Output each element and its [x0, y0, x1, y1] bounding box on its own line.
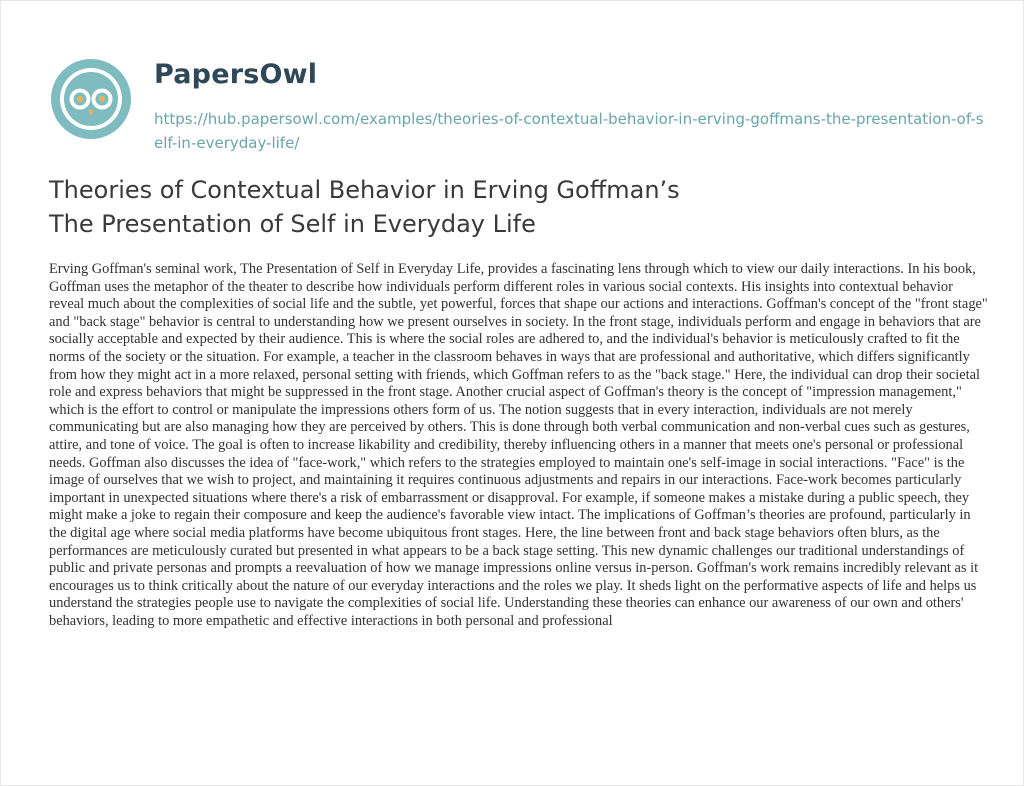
essay-title	[49, 173, 949, 241]
page-header	[49, 37, 989, 157]
essay-title-line-2: The Presentation of Self in Everyday Life	[49, 210, 536, 238]
essay-body: Erving Goffman's seminal work, The Presentation of Self in Everyday Life, provides a fascinating lens through which to view our daily interactions. In his book, Goffman uses the metaphor of the theater to describe how individuals perform different roles in various social contexts. His insights into contextual behavior reveal much about the complexities of social life and the subtle, yet powerful, forces that shape our actions and interactions. Goffman's concept of the "front stage" and "back stage" behavior is central to understanding how we present ourselves in society. In the front stage, individuals perform and engage in behaviors that are socially acceptable and expected by their audience. This is where the social roles are adhered to, and the individual's behavior is meticulously crafted to fit the norms of the society or the situation. For example, a teacher in the classroom behaves in ways that are professional and authoritative, which differs significantly from how they might act in a more relaxed, personal setting with friends, which Goffman refers to as the "back stage." Here, the individual can drop their societal role and express behaviors that might be suppressed in the front stage. Another crucial aspect of Goffman's theory is the concept of "impression management," which is the effort to control or manipulate the impressions others form of us. The notion suggests that in every interaction, individuals are not merely communicating but are also managing how they are perceived by others. This is done through both verbal communication and non-verbal cues such as gestures, attire, and tone of voice. The goal is often to increase likability and credibility, thereby influencing others in a manner that meets one's personal or professional needs. Goffman also discusses the idea of "face-work," which refers to the strategies employed to maintain one's self-image in social interactions. "Face" is the image of ourselves that we wish to project, and maintaining it requires continuous adjustments and repairs in our interactions. Face-work becomes particularly important in unexpected situations where there's a risk of embarrassment or disapproval. For example, if someone makes a mistake during a public speech, they might make a joke to regain their composure and keep the audience's favorable view intact. The implications of Goffman’s theories are profound, particularly in the digital age where social media platforms have become ubiquitous front stages. Here, the line between front and back stage behaviors often blurs, as the performances are meticulously curated but presented in what appears to be a back stage setting. This new dynamic challenges our traditional understandings of public and private personas and prompts a reevaluation of how we manage impressions online versus in-person. Goffman's work remains incredibly relevant as it encourages us to think critically about the nature of our everyday interactions and the roles we play. It sheds light on the performative aspects of life and helps us understand the strategies people use to navigate the complexities of social life. Understanding these theories can enhance our awareness of our own and others' behaviors, leading to more empathetic and effective interactions in both personal and professional	[49, 261, 988, 629]
brand-name: PapersOwl	[154, 59, 318, 90]
essay-title-line-1: Theories of Contextual Behavior in Erving Goffman’s	[49, 176, 680, 204]
owl-logo-icon	[49, 57, 133, 141]
source-url-link[interactable]: https://hub.papersowl.com/examples/theories-of-contextual-behavior-in-erving-goffmans-the-presentation-of-self-in-everyday-life/	[154, 110, 984, 152]
